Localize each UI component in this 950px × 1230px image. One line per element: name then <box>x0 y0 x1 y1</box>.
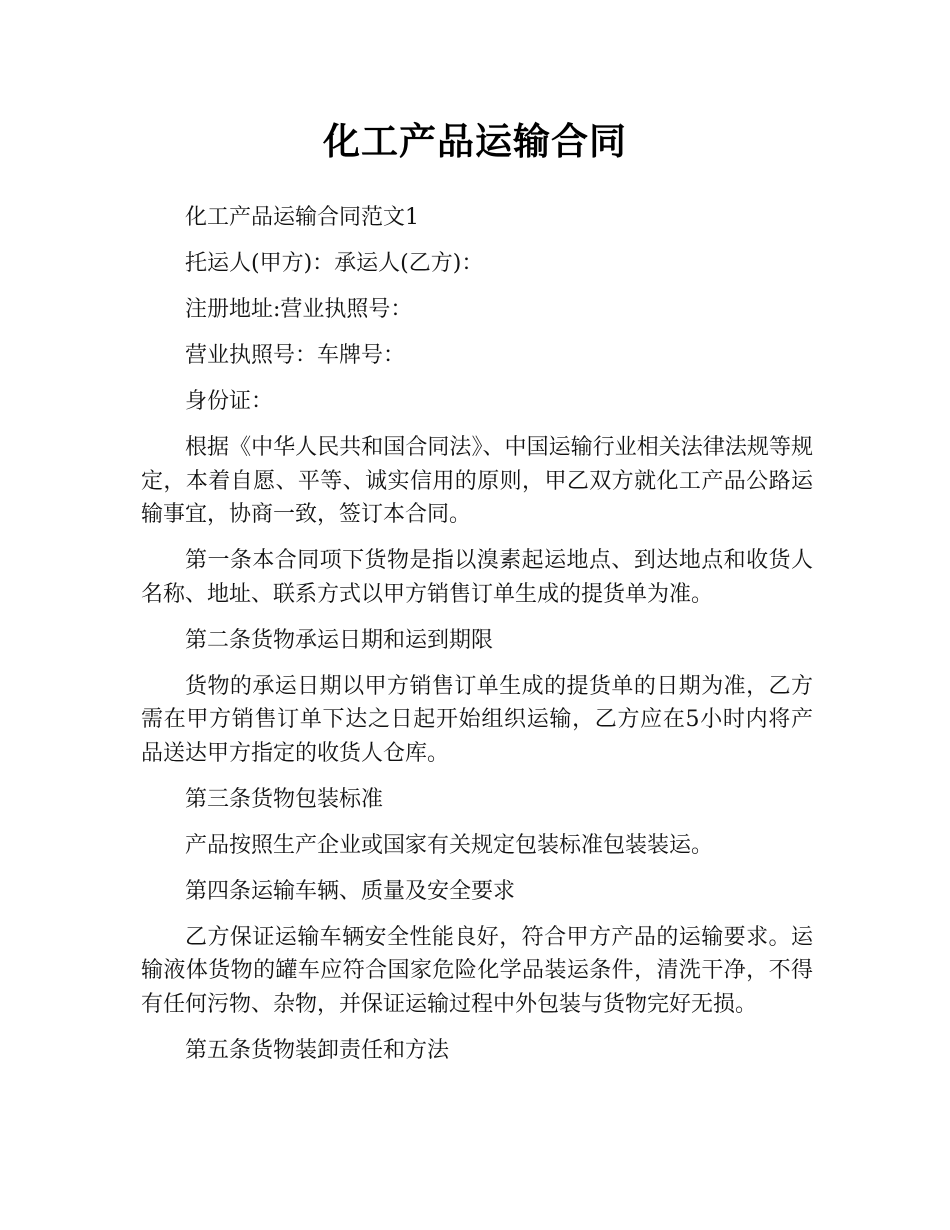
paragraph-heading-sample: 化工产品运输合同范文1 <box>185 205 419 230</box>
paragraph-article-1: 第一条本合同项下货物是指以溴素起运地点、到达地点和收货人名称、地址、联系方式以甲方销售订单生成的提货单为准。 <box>141 548 813 607</box>
document-title: 化工产品运输合同 <box>323 120 627 163</box>
paragraph-article-5-heading: 第五条货物装卸责任和方法 <box>185 1037 450 1063</box>
paragraph-registered-address: 注册地址:营业执照号： <box>185 297 413 322</box>
paragraph-id-card: 身份证： <box>185 389 274 414</box>
paragraph-license-plate: 营业执照号：车牌号： <box>185 343 406 368</box>
paragraph-article-4-body: 乙方保证运输车辆安全性能良好，符合甲方产品的运输要求。运输液体货物的罐车应符合国家危险化学品装运条件，清洗干净，不得有任何污物、杂物，并保证运输过程中外包装与货物完好无损。 <box>141 924 813 1017</box>
paragraph-article-3-heading: 第三条货物包装标准 <box>185 786 384 812</box>
paragraph-article-3-body: 产品按照生产企业或国家有关规定包装标准包装装运。 <box>185 832 714 858</box>
paragraph-article-2-heading: 第二条货物承运日期和运到期限 <box>185 627 494 653</box>
document-body <box>141 201 813 1080</box>
paragraph-parties: 托运人(甲方)：承运人(乙方)： <box>185 251 484 276</box>
paragraph-article-2-body: 货物的承运日期以甲方销售订单生成的提货单的日期为准，乙方需在甲方销售订单下达之日起开始组织运输，乙方应在5小时内将产品送达甲方指定的收货人仓库。 <box>141 673 813 766</box>
paragraph-preamble: 根据《中华人民共和国合同法》、中国运输行业相关法律法规等规定，本着自愿、平等、诚实信用的原则，甲乙双方就化工产品公路运输事宜，协商一致，签订本合同。 <box>141 435 813 527</box>
paragraph-article-4-heading: 第四条运输车辆、质量及安全要求 <box>185 878 516 904</box>
